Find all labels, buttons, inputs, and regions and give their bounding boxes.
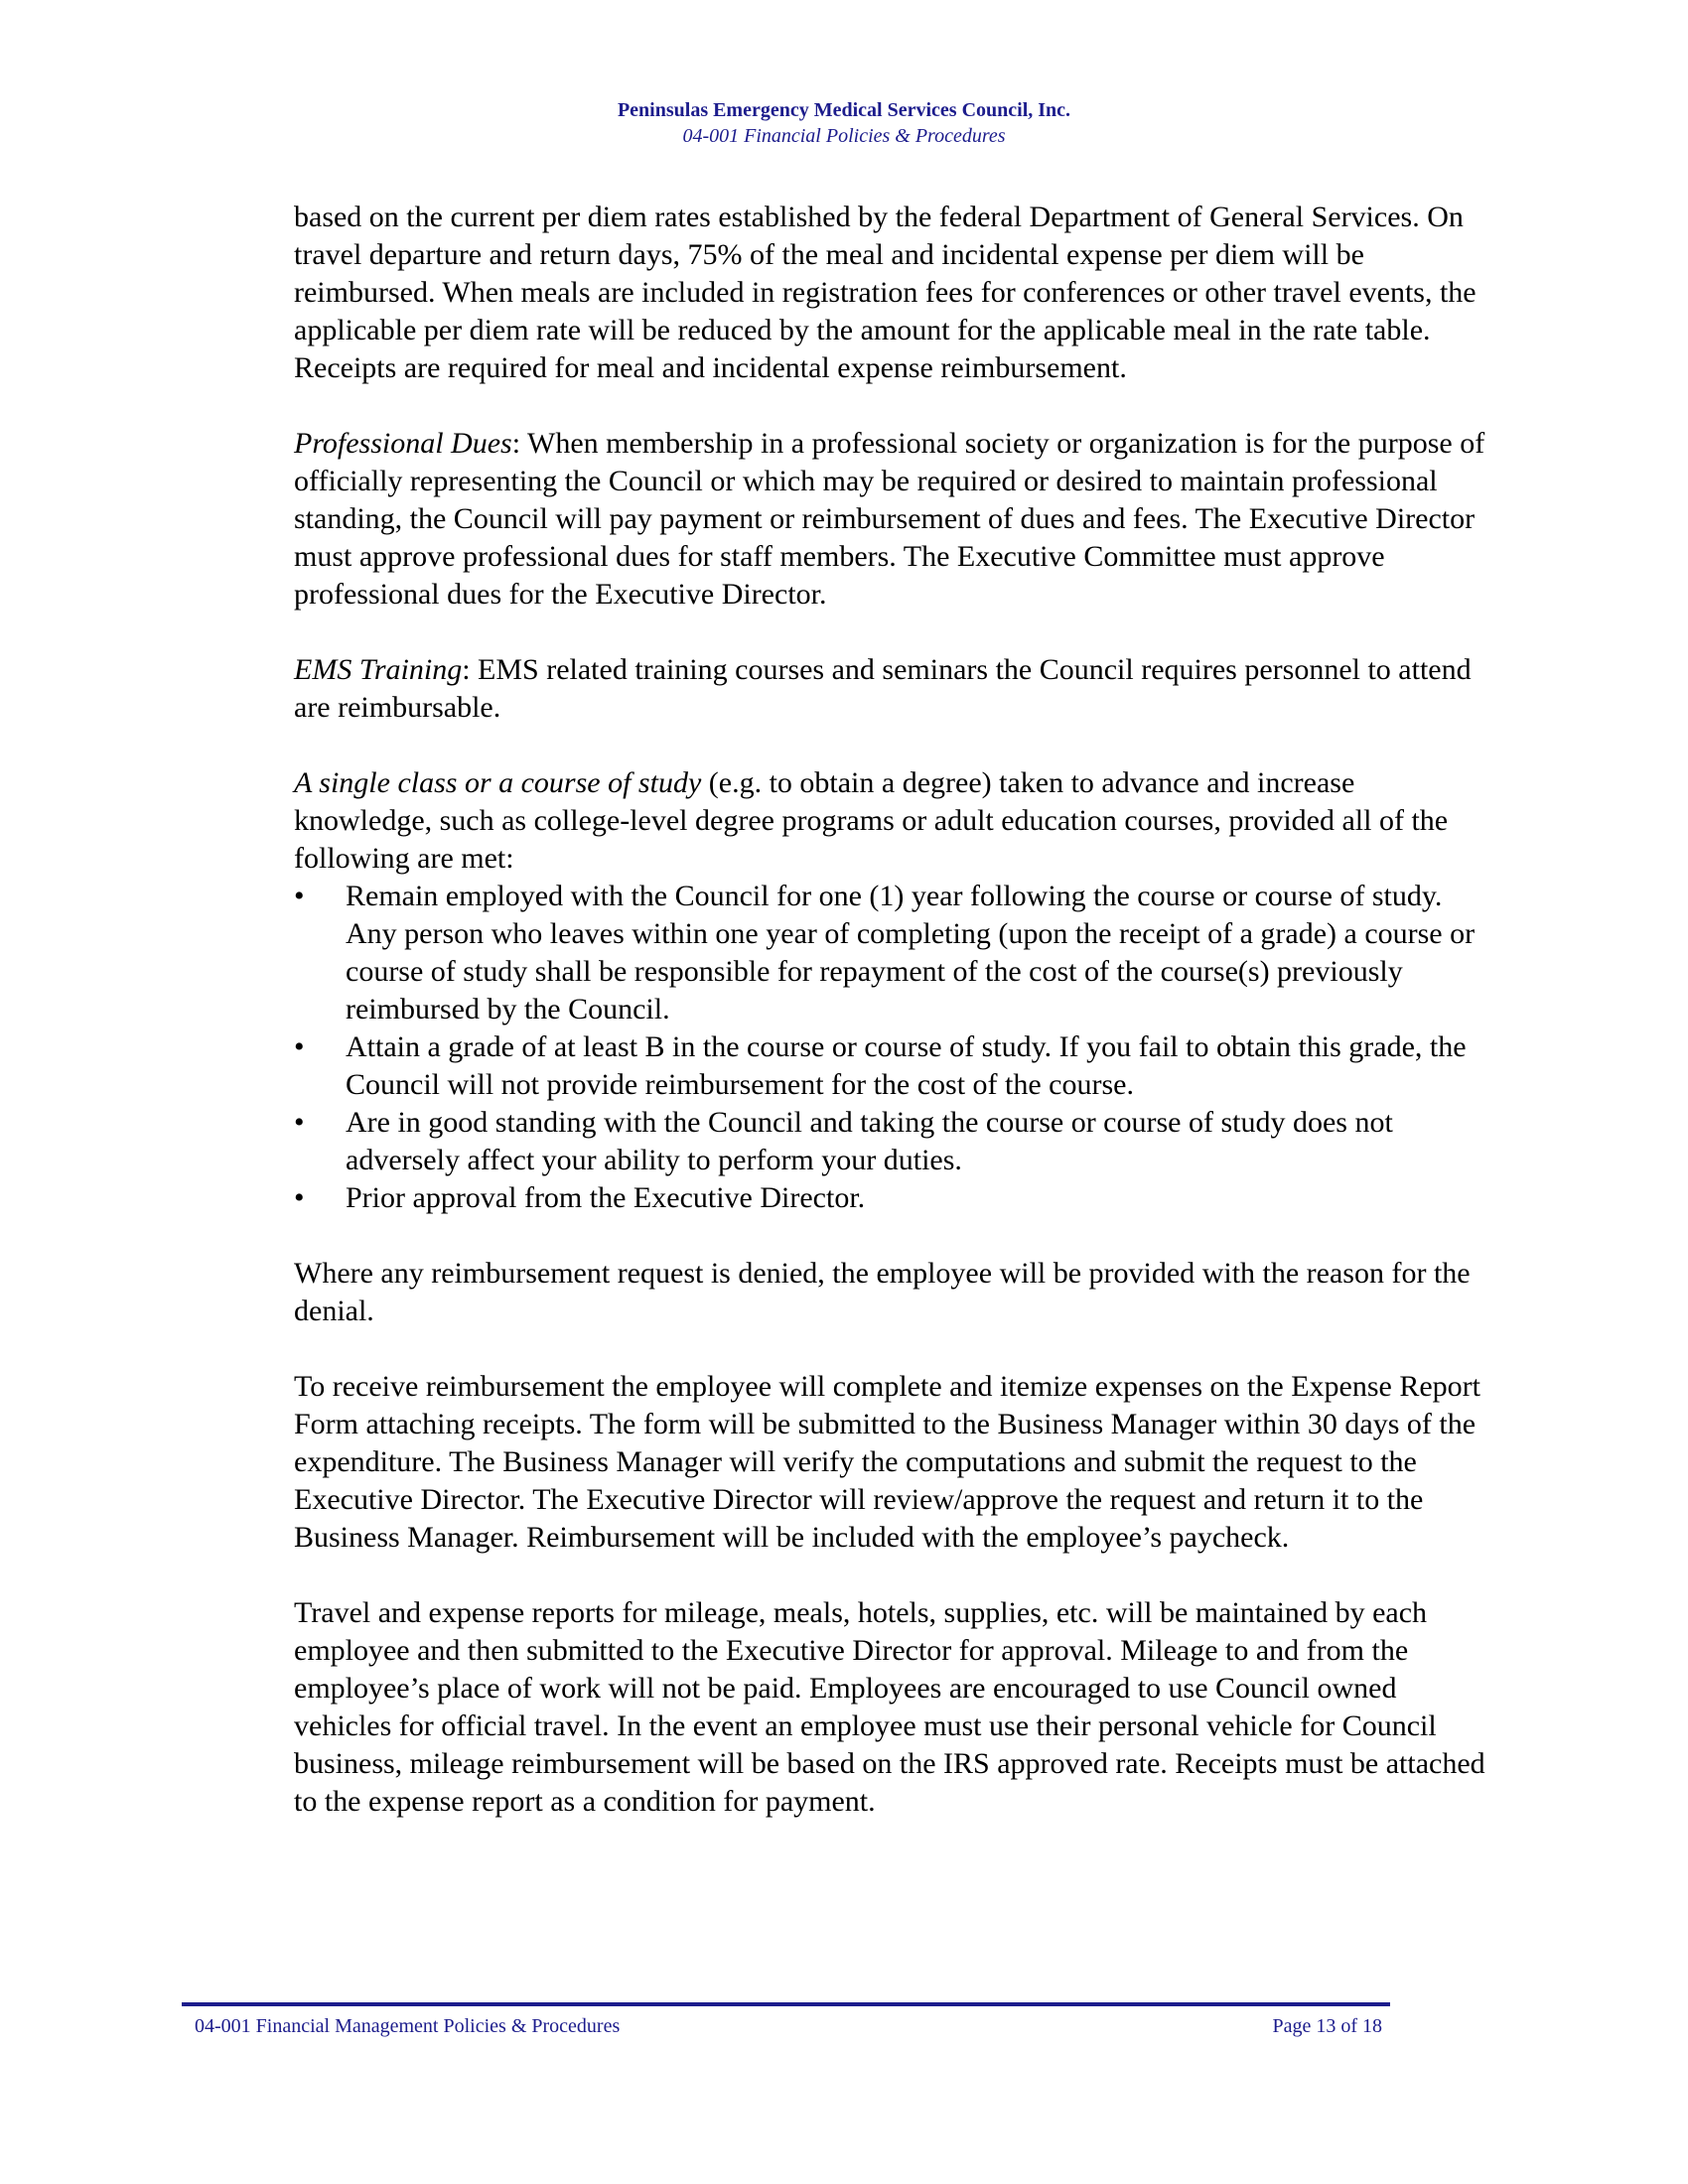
ems-training-paragraph	[294, 651, 1485, 727]
professional-dues-paragraph	[294, 425, 1485, 614]
professional-dues-heading: Professional Dues	[294, 427, 512, 460]
ems-training-text: : EMS related training courses and seminars the Council requires personnel to attend are reimbursable.	[294, 653, 1472, 724]
page-number: Page 13 of 18	[1272, 2015, 1382, 2037]
list-item-text: Are in good standing with the Council and taking the course or course of study does not adversely affect your ability to perform your duties.	[346, 1106, 1393, 1176]
reimbursement-process-paragraph: To receive reimbursement the employee will complete and itemize expenses on the Expense Report Form attaching receipts. The form will be submitted to the Business Manager within 30 days of the expenditure. The Business Manager will verify the computations and submit the request to the Executive Director. The Executive Director will review/approve the request and return it to the Business Manager. Reimbursement will be included with the employee’s paycheck.	[294, 1370, 1480, 1554]
single-class-heading: A single class or a course of study	[294, 766, 702, 799]
footer-divider	[182, 2002, 1390, 2006]
list-item	[294, 878, 1485, 1028]
list-item-text: Prior approval from the Executive Director.	[346, 1181, 866, 1214]
page-header	[0, 97, 1688, 149]
list-item	[294, 1028, 1485, 1104]
list-item	[294, 1104, 1485, 1179]
list-item-text: Remain employed with the Council for one (1) year following the course or course of study. Any person who leaves within one year of completing (upon the receipt of a grade) a course or course of study shall be responsible for repayment of the cost of the course(s) previously reimbursed by the Council.	[346, 880, 1476, 1025]
bullet-icon: •	[294, 1181, 305, 1214]
travel-expense-paragraph: Travel and expense reports for mileage, meals, hotels, supplies, etc. will be maintained by each employee and then submitted to the Executive Director for approval. Mileage to and from the employee’s place of work will not be paid. Employees are encouraged to use Council owned vehicles for official travel. In the event an employee must use their personal vehicle for Council business, mileage reimbursement will be based on the IRS approved rate. Receipts must be attached to the expense report as a condition for payment.	[294, 1596, 1485, 1818]
denial-paragraph: Where any reimbursement request is denied, the employee will be provided with the reason for the denial.	[294, 1257, 1471, 1327]
bullet-icon: •	[294, 880, 305, 912]
footer-document-title: 04-001 Financial Management Policies & Procedures	[195, 2015, 621, 2037]
header-organization: Peninsulas Emergency Medical Services Council, Inc.	[617, 99, 1071, 121]
single-class-paragraph	[294, 764, 1485, 878]
list-item-text: Attain a grade of at least B in the course or course of study. If you fail to obtain this grade, the Council will not provide reimbursement for the cost of the course.	[346, 1030, 1467, 1101]
header-document-title: 04-001 Financial Policies & Procedures	[682, 125, 1006, 147]
single-class-text: (e.g. to obtain a degree) taken to advance and increase knowledge, such as college-level degree programs or adult education courses, provided all of the following are met:	[294, 766, 1449, 875]
list-item	[294, 1179, 1485, 1217]
document-body	[294, 199, 1485, 1858]
bullet-icon: •	[294, 1106, 305, 1139]
requirements-list	[294, 878, 1485, 1217]
professional-dues-text: : When membership in a professional society or organization is for the purpose of officially representing the Council or which may be required or desired to maintain professional standing, the Council will pay payment or reimbursement of dues and fees. The Executive Director must approve professional dues for staff members. The Executive Committee must approve professional dues for the Executive Director.	[294, 427, 1485, 611]
per-diem-paragraph: based on the current per diem rates established by the federal Department of General Services. On travel departure and return days, 75% of the meal and incidental expense per diem will be reimbursed. When meals are included in registration fees for conferences or other travel events, the applicable per diem rate will be reduced by the amount for the applicable meal in the rate table. Receipts are required for meal and incidental expense reimbursement.	[294, 201, 1477, 384]
ems-training-heading: EMS Training	[294, 653, 463, 686]
bullet-icon: •	[294, 1030, 305, 1063]
